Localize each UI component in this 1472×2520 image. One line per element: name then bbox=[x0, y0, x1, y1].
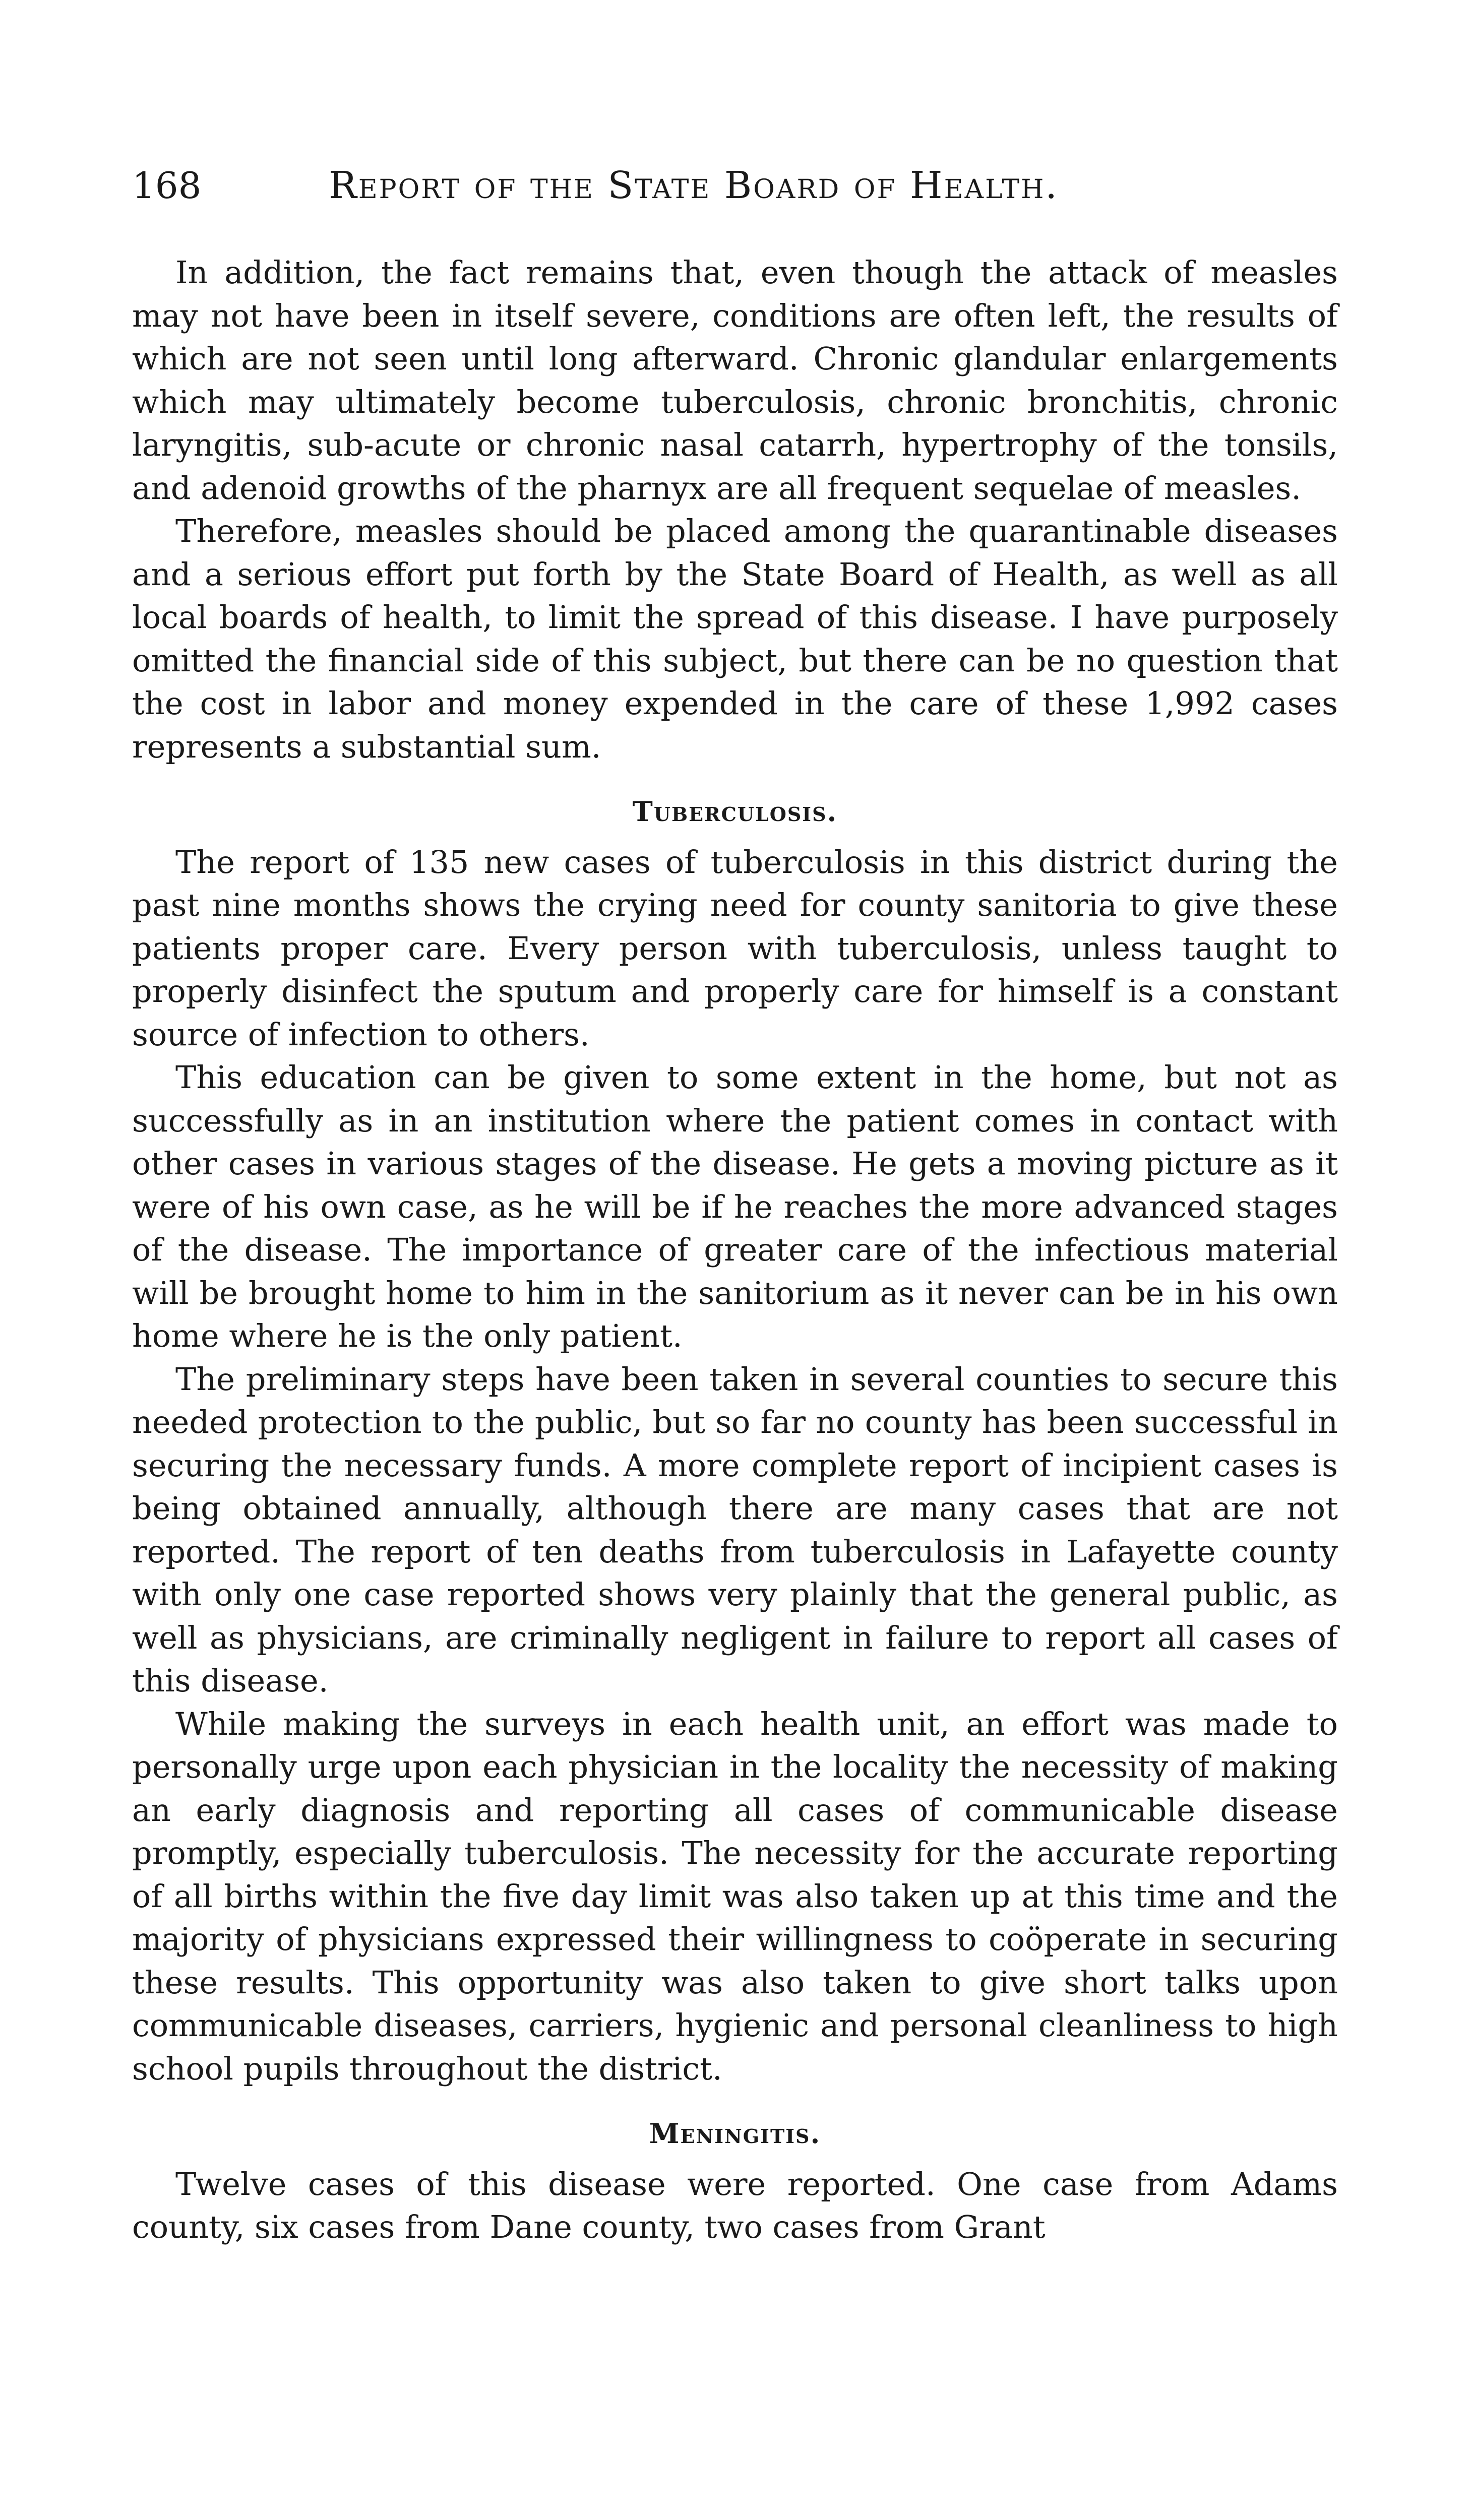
page-number: 168 bbox=[132, 164, 202, 207]
paragraph: While making the surveys in each health unit, an effort was made to personally urge upon each physician in the locality the necessity of making an early diagnosis and reporting all cases of communicable disease promptly, especially tuberculosis. The necessity for the accurate reporting of all births within the five day limit was also taken up at this time and the majority of physicians expressed their willingness to coöperate in securing these results. This opportunity was also taken to give short talks upon communicable diseases, carriers, hygienic and personal cleanliness to high school pupils throughout the district. bbox=[132, 1705, 1338, 2087]
paragraph: Therefore, measles should be placed among the quarantinable diseases and a serious effort put forth by the State Board of Health, as well as all local boards of health, to limit the spread of this disease. I have purposely omitted the financial side of this subject, but there can be no question that the cost in labor and money expended in the care of these 1,992 cases represents a substantial sum. bbox=[132, 513, 1338, 765]
section-heading-meningitis: Meningitis. bbox=[649, 2117, 821, 2150]
spacer bbox=[132, 2156, 1338, 2163]
paragraph: The report of 135 new cases of tuberculosis in this district during the past nine months shows the crying need for county sanitoria to give these patients proper care. Every person with tuberculosis, unless taught to properly disinfect the sputum and properly care for himself is a constant source of infection to others. bbox=[132, 843, 1338, 1053]
paragraph: The preliminary steps have been taken in several counties to secure this needed protection to the public, but so far no county has been successful in securing the necessary funds. A more complete report of incipient cases is being obtained annually, although there are many cases that are not reported. The report of ten deaths from tuberculosis in Lafayette county with only one case reported shows very plainly that the general public, as well as physicians, are criminally negligent in failure to report all cases of this disease. bbox=[132, 1360, 1338, 1699]
body-text bbox=[132, 251, 1338, 2249]
spacer bbox=[132, 768, 1338, 790]
paragraph: This education can be given to some extent in the home, but not as successfully as in an institution where the patient comes in contact with other cases in various stages of the disease. He gets a moving picture as it were of his own case, as he will be if he reaches the more advanced stages of the disease. The importance of greater care of the infectious material will be brought home to him in the sanitorium as it never can be in his own home where he is the only patient. bbox=[132, 1059, 1338, 1354]
running-head: Report of the State Board of Health. bbox=[329, 164, 1059, 207]
spacer bbox=[132, 2090, 1338, 2112]
page-header bbox=[132, 160, 1342, 221]
spacer bbox=[132, 834, 1338, 841]
section-heading-tuberculosis: Tuberculosis. bbox=[632, 795, 838, 828]
paragraph: In addition, the fact remains that, even though the attack of measles may not have been in itself severe, conditions are often left, the results of which are not seen until long afterward. Chronic glandular enlargements which may ultimately become tuberculosis, chronic bronchitis, chronic laryngitis, sub-acute or chronic nasal catarrh, hypertrophy of the tonsils, and adenoid growths of the pharnyx are all frequent sequelae of measles. bbox=[132, 254, 1338, 507]
paragraph: Twelve cases of this disease were reported. One case from Adams county, six cases from Dane county, two cases from Grant bbox=[132, 2165, 1338, 2245]
